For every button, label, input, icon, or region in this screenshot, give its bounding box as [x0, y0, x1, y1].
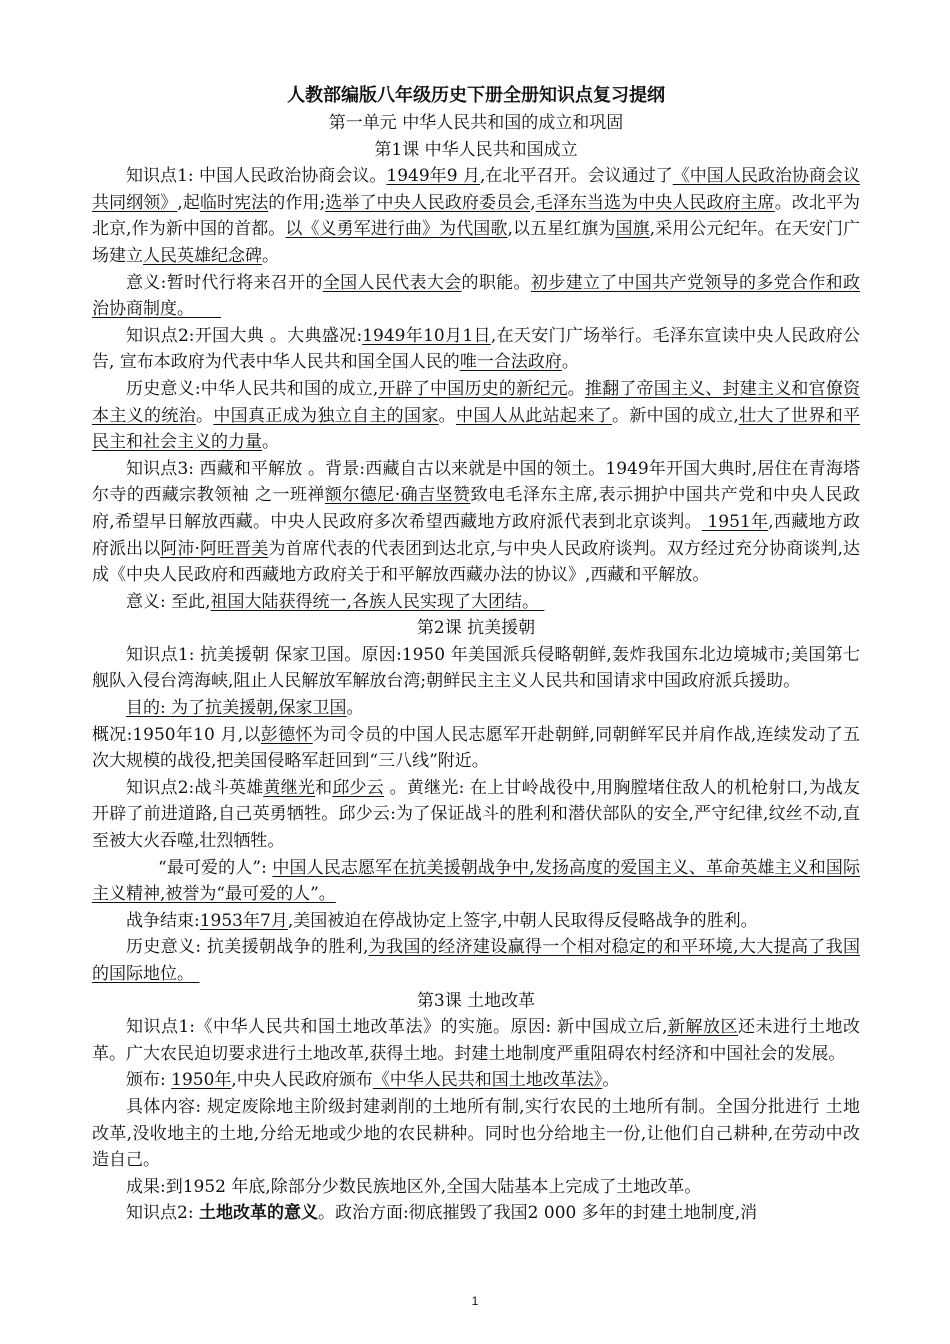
lesson-2-point-1: 知识点1: 抗美援朝 保家卫国。原因:1950 年美国派兵侵略朝鲜,轰炸我国东北边境城市;美国第七舰队入侵台湾海峡,阻止人民解放军解放台湾;朝鲜民主主义人民共和国请求中国政府派兵援助。	[92, 644, 860, 692]
lesson-1-point-3: 知识点3: 西藏和平解放 。背景:西藏自古以来就是中国的领土。1949年开国大典时,居住在青海塔尔寺的西藏宗教领袖 之一班禅额尔德尼·确吉坚赞致电毛泽东主席,表示拥护中国共产党和中央人民政府,希望早日解放西藏。中央人民政府多次希望西藏地方政府派代表到北京谈判。 1951年,西藏地方政府派出以阿沛·阿旺晋美为首席代表的代表团到达北京,与中央人民政府谈判。双方经过充分协商谈判,达成《中央人民政府和西藏地方政府关于和平解放西藏办法的协议》,西藏和平解放。	[92, 458, 861, 586]
lesson-2-goal: 目的: 为了抗美援朝,保家卫国。	[126, 698, 364, 719]
page-number: 1	[471, 1294, 479, 1308]
lesson-1-point-1: 知识点1: 中国人民政治协商会议。1949年9 月,在北平召开。会议通过了《中国人民政治协商会议共同纲领》,起临时宪法的作用;选举了中央人民政府委员会,毛泽东当选为中央人民政府主席。改北平为北京,作为新中国的首都。以《义勇军进行曲》为代国歌,以五星红旗为国旗,采用公元纪年。在天安门广场建立人民英雄纪念碑。	[92, 166, 861, 266]
lesson-1-point-1-significance: 意义:暂时代行将来召开的全国人民代表大会的职能。初步建立了中国共产党领导的多党合作和政治协商制度。	[92, 272, 861, 320]
lesson-2-point-2: 知识点2:战斗英雄黄继光和邱少云 。黄继光: 在上甘岭战役中,用胸膛堵住敌人的机枪射口,为战友开辟了前进道路,自己英勇牺牲。邱少云:为了保证战斗的胜利和潜伏部队的安全,严守纪律,纹丝不动,直至被大火吞噬,壮烈牺牲。	[92, 777, 861, 852]
document-title: 人教部编版八年级历史下册全册知识点复习提纲	[287, 85, 665, 106]
lesson-2-war-end: 战争结束:1953年7月,美国被迫在停战协定上签字,中朝人民取得反侵略战争的胜利。	[126, 910, 758, 931]
lesson-1-point-3-significance: 意义: 至此,祖国大陆获得统一,各族人民实现了大团结。	[126, 591, 539, 612]
lesson-3-content: 具体内容: 规定废除地主阶级封建剥削的土地所有制,实行农民的土地所有制。全国分批进行 土地改革,没收地主的土地,分给无地或少地的农民耕种。同时也分给地主一份,让他们自己耕种,在劳动中改造自己。	[92, 1096, 860, 1171]
lesson-1-heading: 第1课 中华人民共和国成立	[374, 139, 578, 160]
lesson-3-heading: 第3课 土地改革	[416, 990, 536, 1011]
lesson-3-issue: 颁布: 1950年,中央人民政府颁布《中华人民共和国土地改革法》。	[126, 1070, 620, 1091]
lesson-1-point-2: 知识点2:开国大典 。大典盛况:1949年10月1日,在天安门广场举行。毛泽东宣读中央人民政府公告, 宣布本政府为代表中华人民共和国全国人民的唯一合法政府。	[92, 325, 861, 373]
lesson-2-significance: 历史意义: 抗美援朝战争的胜利,为我国的经济建设赢得一个相对稳定的和平环境,大大提高了我国的国际地位。	[92, 937, 860, 984]
lesson-1-point-2-significance: 历史意义:中华人民共和国的成立,开辟了中国历史的新纪元。推翻了帝国主义、封建主义和官僚资本主义的统治。中国真正成为独立自主的国家。中国人从此站起来了。新中国的成立,壮大了世界和平民主和社会主义的力量。	[92, 378, 861, 453]
unit-heading: 第一单元 中华人民共和国的成立和巩固	[328, 113, 624, 133]
document-page	[92, 82, 860, 1227]
lesson-2-most-lovely: “最可爱的人”: 中国人民志愿军在抗美援朝战争中,发扬高度的爱国主义、革命英雄主义和国际主义精神,被誉为“最可爱的人”。	[92, 857, 861, 905]
lesson-3-point-1: 知识点1:《中华人民共和国土地改革法》的实施。原因: 新中国成立后,新解放区还未进行土地改革。广大农民迫切要求进行土地改革,获得土地。封建土地制度严重阻碍农村经济和中国社会的发展。	[92, 1017, 861, 1064]
lesson-2-overview: 概况:1950年10 月,以彭德怀为司令员的中国人民志愿军开赴朝鲜,同朝鲜军民并肩作战,连续发动了五次大规模的战役,把美国侵略军赶回到“三八线”附近。	[92, 724, 860, 772]
lesson-3-result: 成果:到1952 年底,除部分少数民族地区外,全国大陆基本上完成了土地改革。	[126, 1176, 702, 1197]
lesson-2-heading: 第2课 抗美援朝	[416, 618, 536, 639]
lesson-3-point-2: 知识点2: 土地改革的意义。政治方面:彻底摧毁了我国2 000 多年的封建土地制度,消	[126, 1203, 758, 1224]
